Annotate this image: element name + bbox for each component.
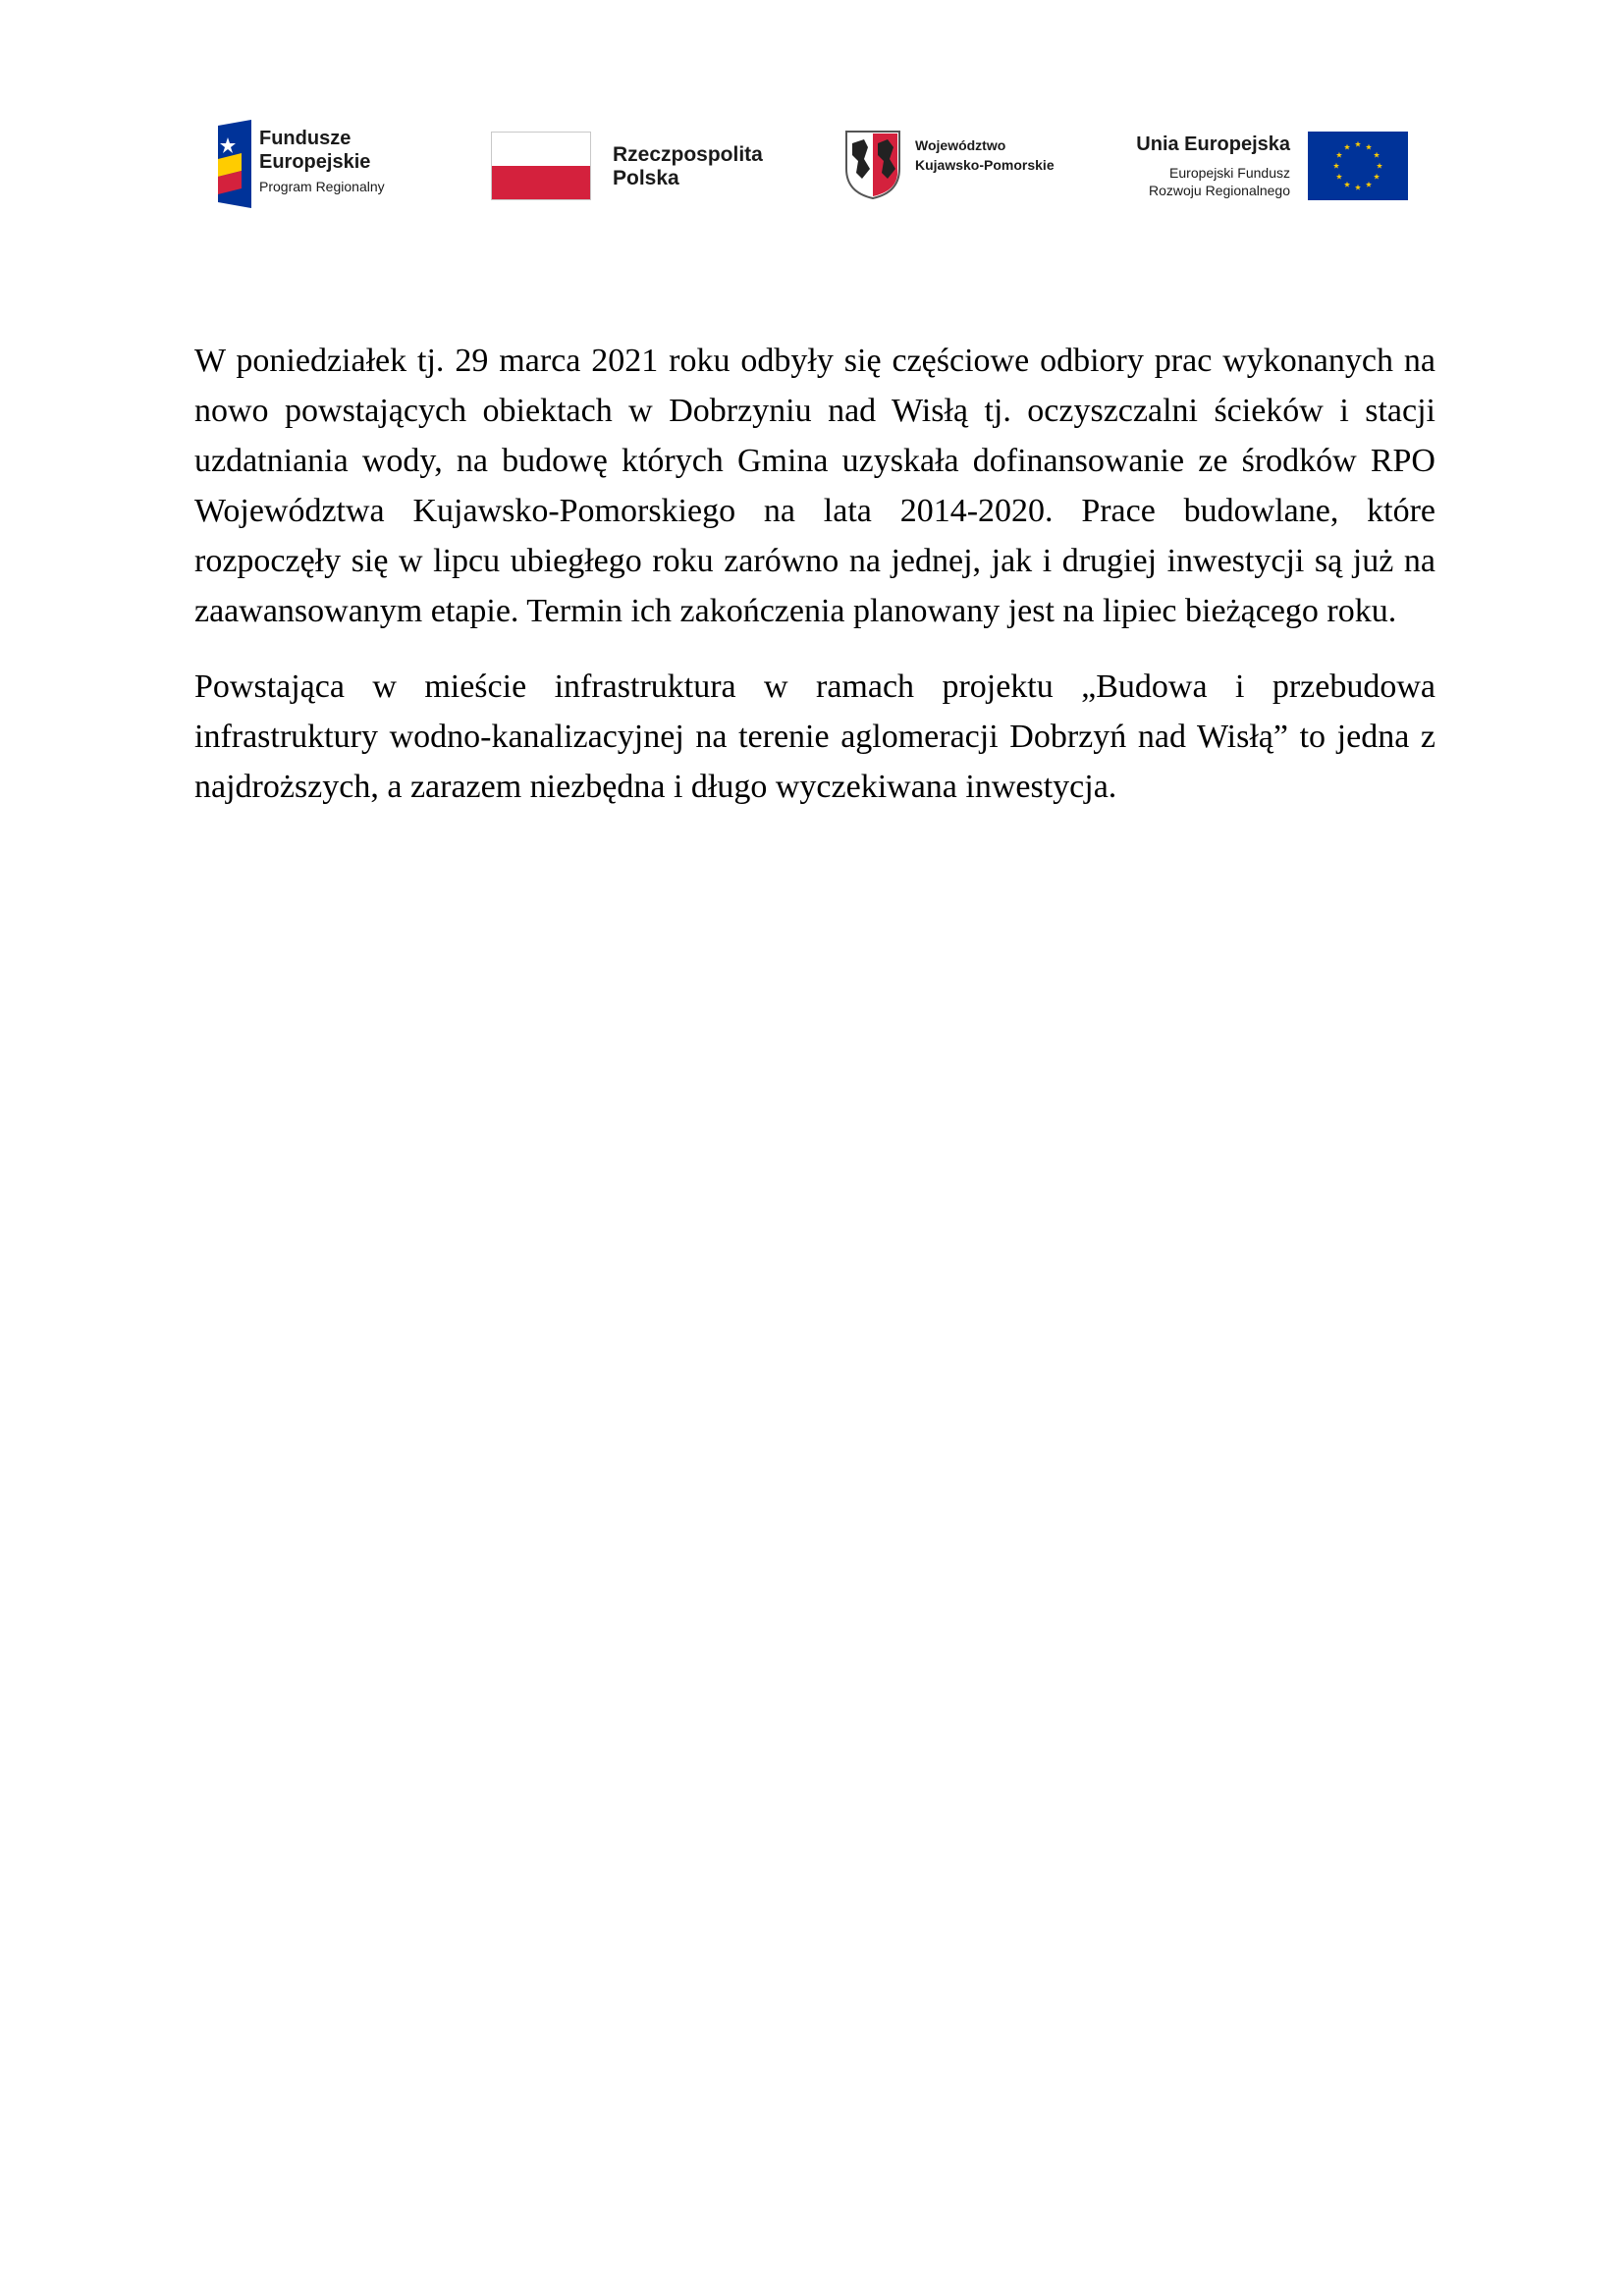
article-body — [194, 336, 1435, 837]
fundusze-line3: Program Regionalny — [259, 179, 385, 194]
rzeczpospolita-polska-logo — [491, 116, 815, 214]
unia-europejska-logo — [1125, 116, 1420, 214]
fundusze-europejskie-emblem-icon — [212, 120, 255, 208]
unia-line3: Rozwoju Regionalnego — [1149, 183, 1290, 198]
rzeczpospolita-line2: Polska — [613, 167, 679, 189]
wojewodztwo-line2: Kujawsko-Pomorskie — [915, 157, 1055, 173]
coat-of-arms-icon — [844, 130, 901, 200]
unia-line2: Europejski Fundusz — [1169, 165, 1290, 181]
eu-flag-icon — [1308, 132, 1408, 200]
paragraph: W poniedziałek tj. 29 marca 2021 roku odbyły się częściowe odbiory prac wykonanych na nowo powstających obiektach w Dobrzyniu nad Wisłą tj. oczyszczalni ścieków i stacji uzdatniania wody, na budowę których Gmina uzyskała dofinansowanie ze środków RPO Województwa Kujawsko-Pomorskiego na lata 2014-2020. Prace budowlane, które rozpoczęły się w lipcu ubiegłego roku zarówno na jednej, jak i drugiej inwestycji są już na zaawansowanym etapie. Termin ich zakończenia planowany jest na lipiec bieżącego roku. — [194, 343, 1435, 629]
wojewodztwo-kujawsko-pomorskie-logo — [844, 116, 1080, 214]
fundusze-europejskie-logo — [212, 116, 448, 214]
fundusze-line2: Europejskie — [259, 151, 371, 173]
fundusze-line1: Fundusze — [259, 128, 352, 149]
unia-line1: Unia Europejska — [1136, 133, 1290, 155]
logo-bar — [212, 116, 1420, 214]
paragraph: Powstająca w mieście infrastruktura w ramach projektu „Budowa i przebudowa infrastruktury wodno-kanalizacyjnej na terenie aglomeracji Dobrzyń nad Wisłą” to jedna z najdroższych, a zarazem niezbędna i długo wyczekiwana inwestycja. — [194, 668, 1435, 805]
wojewodztwo-line1: Województwo — [915, 137, 1006, 153]
rzeczpospolita-line1: Rzeczpospolita — [613, 143, 763, 166]
polish-flag-icon — [491, 132, 591, 200]
